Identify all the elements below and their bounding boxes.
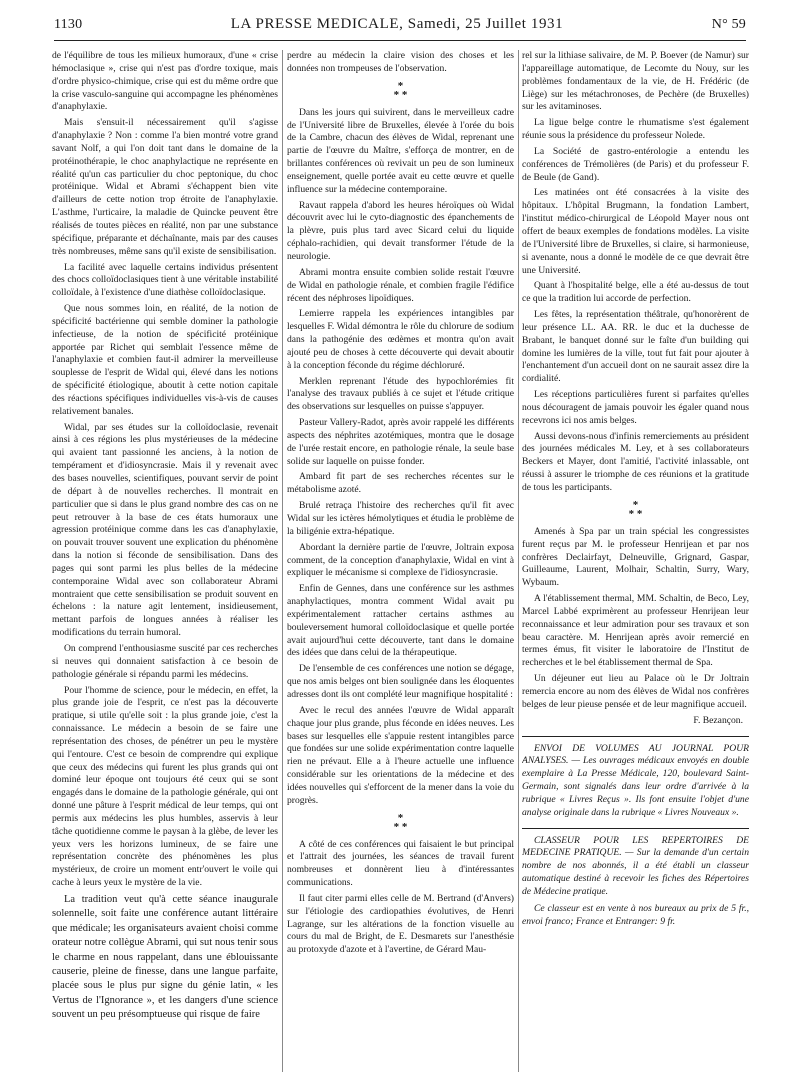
- paragraph: Un déjeuner eut lieu au Palace où le Dr Joltrain remercia encore au nom des élèves de Widal nos confrères belges de leur pieuse pensée et de leur magnifique accueil.: [522, 673, 749, 710]
- paragraph: On comprend l'enthousiasme suscité par ces recherches si neuves qui donnaient satisfaction à ce besoin de pathologie générale si répandu parmi les médecins.: [52, 642, 278, 680]
- column-1: [52, 50, 278, 1072]
- separator-star: *: [632, 498, 639, 511]
- issue-number: N° 59: [711, 17, 746, 32]
- paragraph: Il faut citer parmi elles celle de M. Bertrand (d'Anvers) sur l'étiologie des cardiopathies évolutives, de Henri Lagrange, sur les altérations de la fonction visuelle au cours du mal de Bright, de E. Desmarets sur l'anesthésie au protoxyde d'azote et à l'avertine, de Gérard Mau-: [287, 892, 514, 956]
- column-3: [522, 50, 749, 1072]
- separator-stars: * *: [393, 820, 408, 833]
- paragraph: Dans les jours qui suivirent, dans le merveilleux cadre de l'Université libre de Bruxelles, élevée à l'orée du bois de la Cambre, chacun des élèves de Widal, reprenant une partie de l'œuvre du Maître, s'efforça de montrer, en de brillantes conférences où revivait un peu de son lumineux enseignement, quelle portée avait eu cette œuvre et quelle influence sur la médecine contemporaine.: [287, 106, 514, 195]
- author-signature: F. Bezançon.: [693, 714, 743, 726]
- paragraph: Ambard fit part de ses recherches récentes sur le métabolisme azoté.: [287, 471, 514, 496]
- paragraph: La ligue belge contre le rhumatisme s'est également réunie sous la présidence du professeur Nolede.: [522, 117, 749, 142]
- separator-stars: * *: [393, 88, 408, 101]
- paragraph: Mais s'ensuit-il nécessairement qu'il s'agisse d'anaphylaxie ? Non : comme l'a bien montré votre grand savant Nolf, a qui l'on doit tant dans le domaine de la protéinothérapie, le choc anaphylactique ne représente en réalité qu'un cas particulier du choc peptonique, du choc protéinique. Widal et Abrami s'échappent bien vite d'ailleurs de cette notion trop étroite de l'anaphylaxie. L'asthme, l'urticaire, la maladie de Quincke peuvent être réalisés de toutes pièces en réalité, non par une substance spécifique, préparante et déchaînante, mais par des causes très nombreuses, même sans qu'il existe de sensibilisation.: [52, 117, 278, 257]
- separator-stars: * *: [628, 507, 643, 520]
- paragraph: Abrami montra ensuite combien solide restait l'œuvre de Widal en pathologie rénale, et combien fragile l'édifice récent des néphroses lipoïdiques.: [287, 266, 514, 304]
- column-divider: [282, 50, 283, 1072]
- paragraph: Les fêtes, la représentation théâtrale, qu'honorèrent de leur présence LL. AA. RR. le duc et la duchesse de Brabant, le banquet donné sur le faîte d'un building qui domine les lumières de la ville, tout fut fait pour ajouter à l'enchantement d'un accueil dont on ne saurait assez dire la cordialité.: [522, 309, 749, 385]
- paragraph: Avec le recul des années l'œuvre de Widal apparaît chaque jour plus grande, plus féconde en idées neuves. Les bases sur lesquelles elle s'appuie restent intangibles parce que fondées sur une solide expérimentation contre laquelle rien ne prévaut. Elle a à l'heure actuelle une influence considérable sur les orientations de la médecine et des idées nouvelles qui s'efforcent de la mener dans la voie du progrès.: [287, 704, 514, 806]
- paragraph: Pour l'homme de science, pour le médecin, en effet, la plus grande joie de l'esprit, ce n'est pas la découverte pratique, si utile qu'elle soit : la plus grande joie, c'est la connaissance. Le médecin a besoin de se faire une représentation des choses, de pénétrer un peu le mystère qui l'entoure. C'est ce besoin de comprendre qui explique que ceux des médecins qui furent les plus grands qui ont dominé leur époque ont toujours été ceux qui se sont engagés dans le domaine de la pathologie générale, qui ont donné une pâture à l'esprit médical de leur temps, qui ont permis aux médecins les plus humbles, asservis à leur tâche quotidienne comme le paysan à la glèbe, de lever les yeux vers les horizons lumineux, de se faire une représentation concrète des phénomènes les plus mystérieux, de croire un moment entr'ouvert le voile qui cache à leurs yeux le mystère de la vie.: [52, 684, 278, 889]
- journal-title: LA PRESSE MEDICALE, Samedi, 25 Juillet 1931: [230, 16, 564, 32]
- notice-rule: [522, 828, 749, 829]
- paragraph: Widal, par ses études sur la colloïdoclasie, revenait ainsi à ces régions les plus mystérieuses de la médecine qui avaient tant passionné les anciens, à la notion de tempérament et d'idiosyncrasie. Mais il y revenait avec des bases nouvelles, scientifiques, pouvant servir de point de départ à de nouvelles recherches. Il montrait en particulier que si dans le plus grand nombre des cas on ne peut retrouver à la base de ces états humoraux une agression protéinique comme dans les cas d'anaphylaxie, on pouvait trouver souvent une explication du phénomène dans la notion si féconde de sensibilisation. Dans des pages qui sont parmi les plus belles de la médecine contemporaine Widal avec son collaborateur Abrami montraient que cette sensibilisation se produit souvent en échelons : la nature agit lentement, insidieusement, mettant parfois de longues années à réaliser les modifications du terrain humoral.: [52, 421, 278, 639]
- paragraph: Lemierre rappela les expériences intangibles par lesquelles F. Widal démontra le rôle du chlorure de sodium dans la pathogénie des œdèmes et montra qu'on avait ajouté peu de choses à cette découverte qui devait aboutir à la conception féconde du régime déchloruré.: [287, 308, 514, 371]
- page-number: 1130: [54, 17, 83, 32]
- paragraph: Ravaut rappela d'abord les heures héroïques où Widal découvrit avec lui le cyto-diagnostic des épanchements de la plèvre, puis plus tard avec Sicard celui du liquide céphalo-rachidien, qui devait transformer l'étude de la neurologie.: [287, 199, 514, 262]
- paragraph: La facilité avec laquelle certains individus présentent des chocs colloïdoclasiques tient à une véritable instabilité colloïdale, à l'existence d'une diathèse colloïdoclasique.: [52, 261, 278, 299]
- paragraph: La tradition veut qu'à cette séance inaugurale solennelle, soit faite une conférence autant littéraire que médicale; les organisateurs avaient choisi comme orateur notre collègue Abrami, qui sut nous tenir sous le charme en nous rappelant, dans une éblouissante causerie, pleine de finesse, dans une langue parfaite, placée sous le plus pur signe du génie latin, « les Vertus de l'Ignorance », et les dangers d'une science souvent un peu présomptueuse qui risque de faire: [52, 894, 278, 1021]
- paragraph: Amenés à Spa par un train spécial les congressistes furent reçus par M. le professeur Henrijean et par nos confrères Declairfayt, Delneuville, Grignard, Gaspar, Guilleaume, Laurent, Molhair, Schaltin, Surry, Wary, Wybaum.: [522, 525, 749, 589]
- separator-star: *: [397, 79, 404, 92]
- paragraph: La Société de gastro-entérologie a entendu les conférences de Trémolières (de Paris) et du professeur F. de Beule (de Gand).: [522, 145, 749, 183]
- paragraph: perdre au médecin la claire vision des choses et les données non trompeuses de l'observation.: [287, 50, 514, 74]
- separator-star: *: [397, 811, 404, 824]
- paragraph: A côté de ces conférences qui faisaient le but principal et l'attrait des journées, les séances de travail furent nombreuses et donnèrent lieu à d'intéressantes communications.: [287, 838, 514, 889]
- header-rule: [54, 40, 746, 41]
- notice-classeur: CLASSEUR POUR LES REPERTOIRES DE MEDECINE PRATIQUE. — Sur la demande d'un certain nombre de nos abonnés, il a été établi un classeur automatique destiné à recevoir les fiches des Répertoires de Médecine pratique.: [522, 834, 749, 897]
- paragraph: Les réceptions particulières furent si parfaites qu'elles nous découragent de jamais pouvoir les égaler quand nous recevrons ici nos amis belges.: [522, 389, 749, 426]
- paragraph: Quant à l'hospitalité belge, elle a été au-dessus de tout ce que la tradition lui accorde de perfection.: [522, 280, 749, 305]
- paragraph: Abordant la dernière partie de l'œuvre, Joltrain exposa comment, de la conception d'anaphylaxie, Widal en vint à expliquer le mécanisme si complexe de l'idiosyncrasie.: [287, 541, 514, 579]
- paragraph: Les matinées ont été consacrées à la visite des hôpitaux. L'hôpital Brugmann, la fondation Lambert, l'institut médico-chirurgical de Léopold Mayer nous ont offert de beaux exemples de fondations modèles. La visite de l'Université libre de Bruxelles, si claire, si harmonieuse, si avenante, nous a donné le modèle de ce que devrait être une Université.: [522, 187, 749, 276]
- paragraph: A l'établissement thermal, MM. Schaltin, de Beco, Ley, Marcel Labbé exprimèrent au professeur Henrijean leur reconnaissance et leur admiration pour ses travaux et son beau caractère. M. Henrijean après avoir remercié en termes émus, fit visiter le laboratoire de l'Institut de recherches et le bel établissement thermal de Spa.: [522, 593, 749, 669]
- section-separator: [287, 79, 514, 101]
- paragraph: Brulé retraça l'histoire des recherches qu'il fit avec Widal sur les ictères hémolytiques et étudia le problème de la biligénie extra-hépatique.: [287, 500, 514, 537]
- paragraph: Que nous sommes loin, en réalité, de la notion de spécificité bactérienne qui semble dominer la pathologie infectieuse, de la notion de spécificité protéinique apportée par Richet qui semblait l'essence même de l'anaphylaxie et combien faut-il admirer la merveilleuse souplesse de l'esprit de Widal qui, élevé dans les notions de spécificité étiologique, aboutit à cette notion capitale des réactions spécifiques individuelles vis-à-vis de causes relativement banales.: [52, 303, 278, 417]
- paragraph: Pasteur Vallery-Radot, après avoir rappelé les différents aspects des néphrites azotémiques, montra que le dosage de l'urée restait encore, en pathologie rénale, la seule base solide sur laquelle on puisse fonder.: [287, 417, 514, 467]
- notice-price: Ce classeur est en vente à nos bureaux au prix de 5 fr., envoi franco; France et Entranger: 9 fr.: [522, 902, 749, 927]
- column-2: [287, 50, 514, 1072]
- notice-rule: [522, 736, 749, 737]
- section-separator: [522, 498, 749, 520]
- page-header: [54, 16, 746, 38]
- notice-volumes: ENVOI DE VOLUMES AU JOURNAL POUR ANALYSES. — Les ouvrages médicaux envoyés en double exemplaire à La Presse Médicale, 120, boulevard Saint-Germain, sont signalés dans leur ordre d'arrivée à la rubrique « Livres Reçus ». Ils font ensuite l'objet d'une analyse originale dans la rubrique « Livres Nouveaux ».: [522, 742, 749, 818]
- paragraph: Aussi devons-nous d'infinis remerciements au président des journées médicales M. Ley, et à ses collaborateurs Beckers et Mayer, dont l'amitié, l'activité inlassable, ont réussi à assurer le triomphe de ces réunions et la gratitude de tous les participants.: [522, 430, 749, 493]
- paragraph: Enfin de Gennes, dans une conférence sur les asthmes anaphylactiques, montra comment Widal avait pu expérimentalement rattacher certains asthmes au bouleversement humoral colloïdoclasique et quelle portée avait aujourd'hui cette découverte, tant dans le domaine des idées que dans celui de la thérapeutique.: [287, 583, 514, 659]
- paragraph: de l'équilibre de tous les milieux humoraux, d'une « crise hémoclasique », crise qui n'est pas d'ordre toxique, mais d'ordre physico-chimique, crise qui est du même ordre que la crise vasculo-sanguine qui accompagne les phénomènes d'anaphylaxie.: [52, 50, 278, 113]
- column-divider: [518, 50, 519, 1072]
- paragraph: rel sur la lithiase salivaire, de M. P. Boever (de Namur) sur l'appareillage automatique, de Lecomte du Nouy, sur les problèmes fondamentaux de la vie, de H. Frédéric (de Liège) sur les métachronoses, de Pechère (de Bruxelles) sur les avitaminoses.: [522, 50, 749, 113]
- paragraph: De l'ensemble de ces conférences une notion se dégage, que nos amis belges ont bien soulignée dans les éloquentes adresses dont ils ont complété leur magnifique hospitalité :: [287, 663, 514, 700]
- paragraph: Merklen reprenant l'étude des hypochlorémies fit l'analyse des travaux publiés à ce sujet et l'étude critique des observations sur lesquelles on puisse s'appuyer.: [287, 375, 514, 413]
- section-separator: [287, 811, 514, 833]
